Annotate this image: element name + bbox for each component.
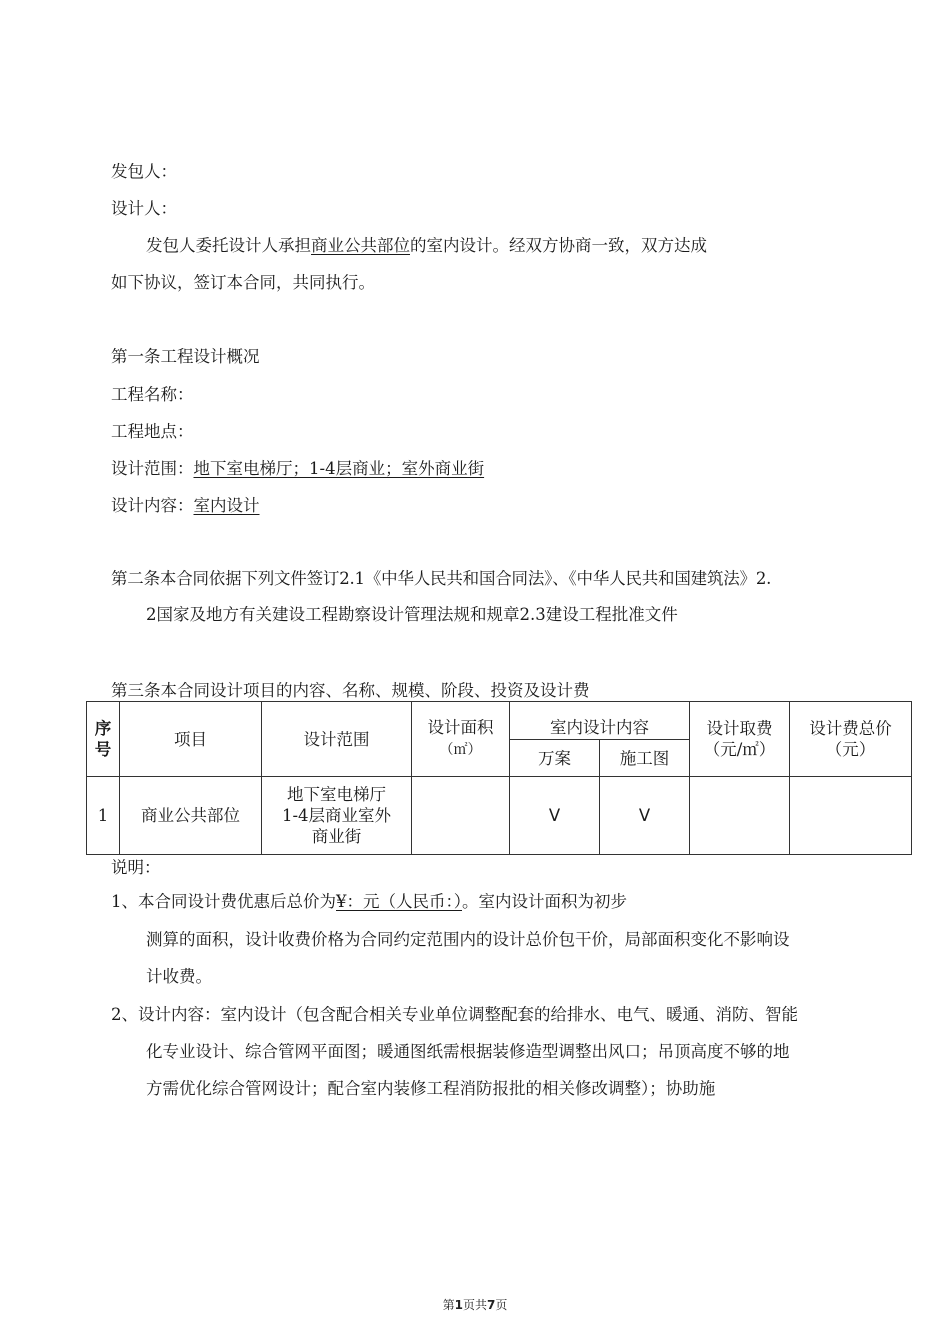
project-location-label: 工程地点：: [111, 422, 194, 441]
client-label: 发包人：: [111, 162, 177, 181]
note1-suffix: 。室内设计面积为初步: [462, 892, 627, 911]
note1-total-price: ¥：元（人民币：）: [336, 892, 462, 911]
header-seq: 序 号: [87, 702, 120, 777]
article2-line2: 2国家及地方有关建设工程勘察设计管理法规和规章2.3建设工程批准文件: [146, 605, 678, 624]
designer-label: 设计人：: [111, 199, 177, 218]
note1-line1: [111, 891, 627, 913]
header-item: 项目: [120, 702, 262, 777]
row-construction-check: V: [600, 777, 690, 855]
row-area: [412, 777, 510, 855]
row-range: 地下室电梯厅 1-4层商业室外 商业街: [262, 777, 412, 855]
header-construction-drawing: 施工图: [600, 740, 690, 777]
intro-paragraph: [146, 235, 707, 257]
design-scope-label: 设计范围：: [111, 459, 194, 478]
notes-title: 说明：: [111, 858, 161, 877]
header-interior-content: 室内设计内容: [510, 702, 690, 740]
note2-line1: 2、设计内容：室内设计（包含配合相关专业单位调整配套的给排水、电气、暖通、消防、智能: [111, 1005, 798, 1024]
header-area: 设计面积 （㎡）: [412, 702, 510, 777]
row-item: 商业公共部位: [120, 777, 262, 855]
row-total: [790, 777, 912, 855]
current-page-number: 1: [454, 1298, 463, 1312]
design-fee-table: [86, 701, 912, 855]
note2-line3: 方需优化综合管网设计；配合室内装修工程消防报批的相关修改调整）；协助施: [146, 1079, 716, 1098]
header-scheme: 万案: [510, 740, 600, 777]
design-content-label: 设计内容：: [111, 496, 194, 515]
design-content-value: 室内设计: [193, 496, 260, 515]
row-seq: 1: [87, 777, 120, 855]
article3-title: 第三条本合同设计项目的内容、名称、规模、阶段、投资及设计费: [111, 681, 590, 700]
note1-line2: 测算的面积，设计收费价格为合同约定范围内的设计总价包干价，局部面积变化不影响设: [146, 930, 790, 949]
article2-line1: 第二条本合同依据下列文件签订2.1《中华人民共和国合同法》、《中华人民共和国建筑法》2.: [111, 569, 772, 588]
header-total: 设计费总价 （元）: [790, 702, 912, 777]
intro-part2: 的室内设计。经双方协商一致，双方达成: [410, 236, 707, 255]
note2-line2: 化专业设计、综合管网平面图；暖通图纸需根据装修造型调整出风口；吊顶高度不够的地: [146, 1042, 790, 1061]
header-fee: 设计取费 （元/㎡）: [690, 702, 790, 777]
design-scope-value: 地下室电梯厅；1-4层商业；室外商业街: [193, 459, 485, 478]
total-page-number: 7: [487, 1298, 496, 1312]
table-row: [87, 777, 912, 855]
row-scheme-check: V: [510, 777, 600, 855]
intro-scope: 商业公共部位: [311, 236, 410, 255]
design-content: [111, 495, 260, 517]
intro-line2: 如下协议，签订本合同，共同执行。: [111, 273, 375, 292]
note1-line3: 计收费。: [146, 967, 212, 986]
note1-prefix: 1、本合同设计费优惠后总价为: [111, 892, 336, 911]
design-scope: [111, 458, 484, 480]
article1-title: 第一条工程设计概况: [111, 347, 260, 366]
project-name-label: 工程名称：: [111, 385, 194, 404]
intro-part1: 发包人委托设计人承担: [146, 236, 311, 255]
row-fee: [690, 777, 790, 855]
page-footer: 第1页共7页: [442, 1298, 508, 1312]
header-range: 设计范围: [262, 702, 412, 777]
